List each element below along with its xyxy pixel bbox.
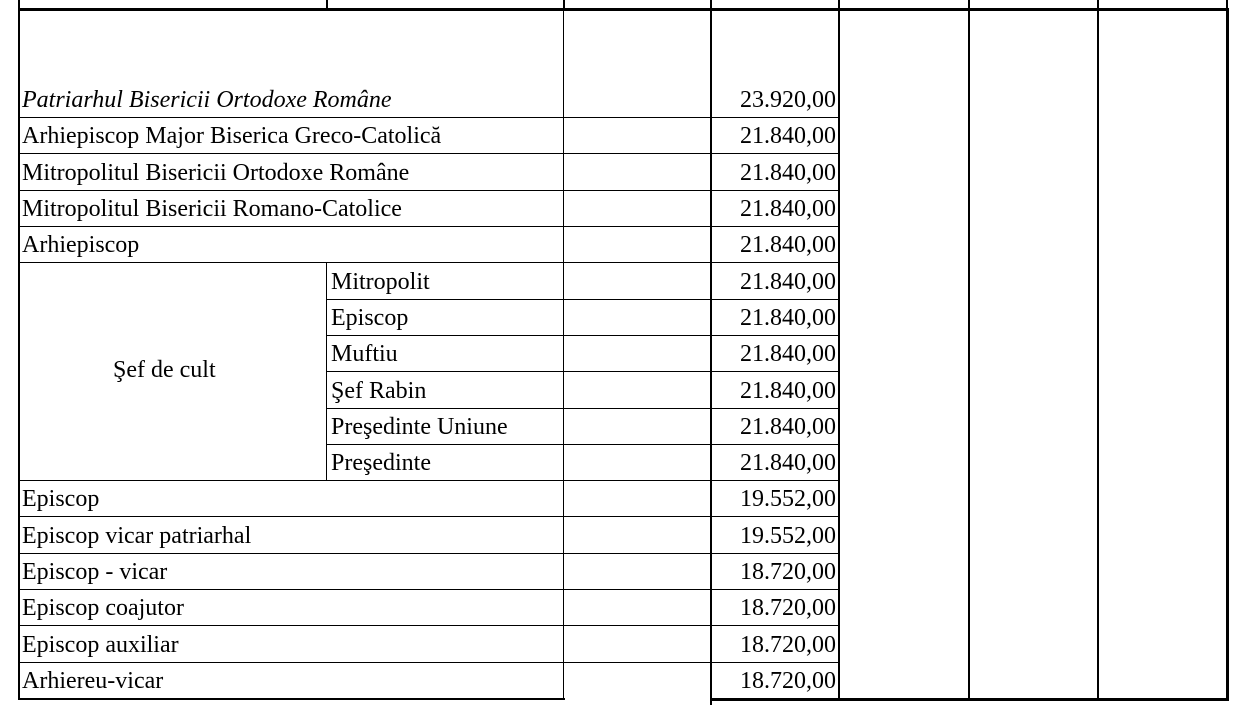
row-value: 21.840,00 (740, 269, 836, 295)
row-line-value-5 (710, 299, 840, 300)
row-line-left-11 (18, 516, 712, 517)
row-line-value-2 (710, 190, 840, 191)
row-line-value-3 (710, 226, 840, 227)
row-label: Mitropolitul Bisericii Ortodoxe Române (22, 160, 410, 186)
row-label: Mitropolitul Bisericii Romano-Catolice (22, 196, 402, 222)
row-label: Arhiereu-vicar (22, 668, 164, 694)
col-line-0 (18, 8, 20, 698)
row-line-left-8 (326, 408, 712, 409)
row-line-left-4 (18, 262, 712, 263)
row-value: 21.840,00 (740, 232, 836, 258)
row-sublabel: Mitropolit (331, 269, 430, 295)
row-line-left-12 (18, 553, 712, 554)
col-line-3 (710, 8, 712, 705)
row-value: 19.552,00 (740, 486, 836, 512)
row-value: 19.552,00 (740, 523, 836, 549)
row-sublabel: Preşedinte Uniune (331, 414, 508, 440)
row-line-value-7 (710, 371, 840, 372)
row-label: Arhiepiscop (22, 232, 140, 258)
row-line-value-12 (710, 553, 840, 554)
row-line-left-6 (326, 335, 712, 336)
row-line-left-1 (18, 153, 712, 154)
row-value: 21.840,00 (740, 341, 836, 367)
row-sublabel: Şef Rabin (331, 378, 427, 404)
row-line-value-9 (710, 444, 840, 445)
row-value: 18.720,00 (740, 632, 836, 658)
row-line-value-1 (710, 153, 840, 154)
row-value: 18.720,00 (740, 595, 836, 621)
row-value: 21.840,00 (740, 414, 836, 440)
row-label: Patriarhul Bisericii Ortodoxe Române (22, 87, 392, 113)
row-value: 21.840,00 (740, 123, 836, 149)
row-line-left-9 (326, 444, 712, 445)
row-line-left-3 (18, 226, 712, 227)
row-line-left-0 (18, 117, 712, 118)
col-line-stub-7 (1226, 0, 1228, 8)
row-line-value-11 (710, 516, 840, 517)
row-value: 18.720,00 (740, 559, 836, 585)
row-label: Episcop - vicar (22, 559, 168, 585)
row-label: Episcop coajutor (22, 595, 184, 621)
bottom-border-left (18, 698, 565, 700)
row-value: 21.840,00 (740, 160, 836, 186)
row-line-left-14 (18, 625, 712, 626)
row-line-value-4 (710, 262, 840, 263)
col-line-stub-2 (563, 0, 565, 8)
row-value: 18.720,00 (740, 668, 836, 694)
col-line-stub-5 (968, 0, 970, 8)
col-line-stub-4 (838, 0, 840, 8)
top-border (18, 8, 1228, 11)
col-line-6 (1097, 8, 1099, 700)
row-value: 21.840,00 (740, 305, 836, 331)
row-line-left-5 (326, 299, 712, 300)
row-sublabel: Preşedinte (331, 450, 431, 476)
row-value: 21.840,00 (740, 450, 836, 476)
col-line-2 (563, 8, 564, 698)
row-sublabel: Muftiu (331, 341, 398, 367)
row-line-value-6 (710, 335, 840, 336)
col-line-7 (1226, 8, 1229, 701)
col-line-stub-0 (18, 0, 20, 8)
row-line-left-7 (326, 371, 712, 372)
row-value: 21.840,00 (740, 378, 836, 404)
col-line-4 (838, 8, 840, 700)
col-line-stub-6 (1097, 0, 1099, 8)
row-line-value-8 (710, 408, 840, 409)
group-label: Şef de cult (113, 357, 216, 383)
col-line-stub-1 (326, 0, 328, 8)
row-line-left-15 (18, 662, 712, 663)
row-label: Episcop vicar patriarhal (22, 523, 252, 549)
col-line-stub-3 (710, 0, 712, 8)
row-line-value-15 (710, 662, 840, 663)
row-sublabel: Episcop (331, 305, 409, 331)
row-value: 23.920,00 (740, 87, 836, 113)
row-line-left-13 (18, 589, 712, 590)
row-label: Episcop (22, 486, 100, 512)
col-line-5 (968, 8, 970, 700)
row-line-value-13 (710, 589, 840, 590)
row-label: Arhiepiscop Major Biserica Greco-Catolică (22, 123, 442, 149)
row-line-value-14 (710, 625, 840, 626)
row-line-left-10 (18, 480, 712, 481)
row-value: 21.840,00 (740, 196, 836, 222)
row-line-value-10 (710, 480, 840, 481)
row-label: Episcop auxiliar (22, 632, 179, 658)
row-line-value-0 (710, 117, 840, 118)
row-line-left-2 (18, 190, 712, 191)
